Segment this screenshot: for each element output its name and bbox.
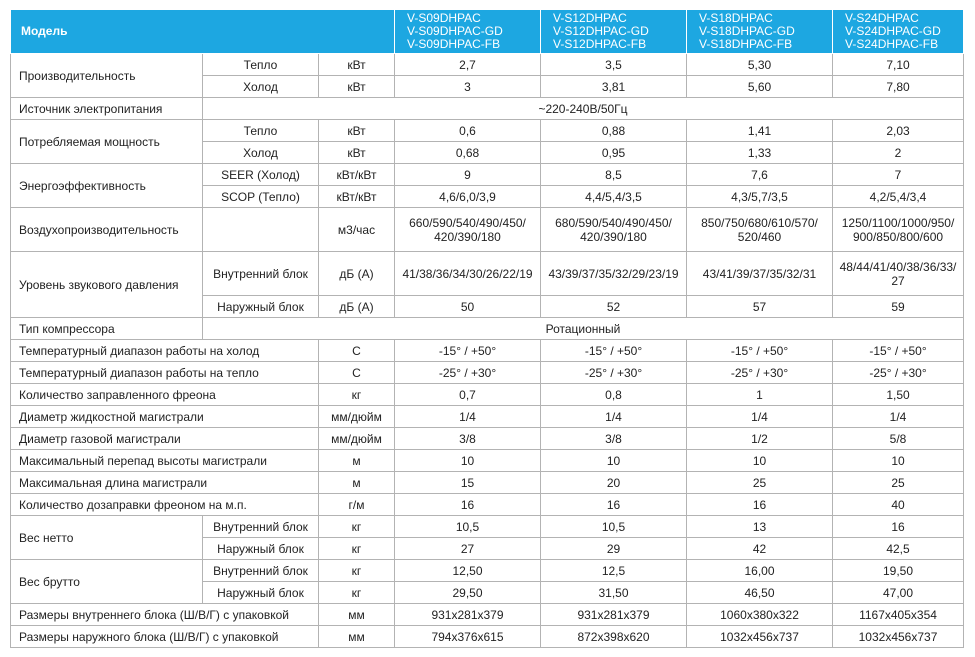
value-cell: 41/38/36/34/30/26/22/19 (395, 252, 541, 296)
table-row (11, 318, 964, 340)
spec-table (10, 9, 964, 648)
value-cell: 12,50 (395, 560, 541, 582)
param-label: Температурный диапазон работы на тепло (11, 362, 319, 384)
value-cell: 42,5 (833, 538, 964, 560)
sub-param-label: SEER (Холод) (203, 164, 319, 186)
unit-cell: кВт/кВт (319, 164, 395, 186)
table-row (11, 494, 964, 516)
value-cell: 1,33 (687, 142, 833, 164)
value-cell: 0,68 (395, 142, 541, 164)
value-cell: 1032x456x737 (687, 626, 833, 648)
value-cell: 43/41/39/37/35/32/31 (687, 252, 833, 296)
value-cell: 10 (687, 450, 833, 472)
value-cell: 1/4 (687, 406, 833, 428)
sub-param-label: Холод (203, 142, 319, 164)
unit-cell: дБ (А) (319, 296, 395, 318)
unit-cell: дБ (А) (319, 252, 395, 296)
merged-value: Ротационный (203, 318, 964, 340)
table-row (11, 516, 964, 538)
value-cell: 16 (395, 494, 541, 516)
value-cell: 1060x380x322 (687, 604, 833, 626)
table-row (11, 406, 964, 428)
param-label: Источник электропитания (11, 98, 203, 120)
value-cell: 10,5 (541, 516, 687, 538)
value-cell: 680/590/540/490/450/ 420/390/180 (541, 208, 687, 252)
value-cell: 3,81 (541, 76, 687, 98)
unit-cell: мм (319, 604, 395, 626)
value-cell: 4,4/5,4/3,5 (541, 186, 687, 208)
unit-cell: кВт/кВт (319, 186, 395, 208)
value-cell: 29,50 (395, 582, 541, 604)
value-cell: 16 (833, 516, 964, 538)
value-cell: 10,5 (395, 516, 541, 538)
unit-cell: г/м (319, 494, 395, 516)
value-cell: 5,60 (687, 76, 833, 98)
value-cell: 13 (687, 516, 833, 538)
unit-cell: кг (319, 516, 395, 538)
value-cell: 10 (395, 450, 541, 472)
model-name: V-S09DHPAC-GD (407, 24, 503, 38)
value-cell: 1032x456x737 (833, 626, 964, 648)
sub-param-label: Наружный блок (203, 582, 319, 604)
value-cell: 42 (687, 538, 833, 560)
param-label: Тип компрессора (11, 318, 203, 340)
param-label: Диаметр газовой магистрали (11, 428, 319, 450)
value-cell: 19,50 (833, 560, 964, 582)
value-cell: 1250/1100/1000/950/ 900/850/800/600 (833, 208, 964, 252)
sub-param-label: Тепло (203, 54, 319, 76)
unit-cell: мм/дюйм (319, 428, 395, 450)
value-cell: 50 (395, 296, 541, 318)
value-cell: 660/590/540/490/450/ 420/390/180 (395, 208, 541, 252)
value-cell: 1,41 (687, 120, 833, 142)
table-row (11, 98, 964, 120)
value-cell: 7 (833, 164, 964, 186)
table-row (11, 164, 964, 186)
merged-value: ~220-240В/50Гц (203, 98, 964, 120)
param-label: Максимальная длина магистрали (11, 472, 319, 494)
sub-param-label: Тепло (203, 120, 319, 142)
value-cell: 872x398x620 (541, 626, 687, 648)
value-cell: 7,80 (833, 76, 964, 98)
value-cell: 850/750/680/610/570/ 520/460 (687, 208, 833, 252)
value-cell: 52 (541, 296, 687, 318)
param-label: Максимальный перепад высоты магистрали (11, 450, 319, 472)
value-cell: 10 (541, 450, 687, 472)
sub-param-label (203, 208, 319, 252)
value-cell: 1/4 (541, 406, 687, 428)
table-row (11, 340, 964, 362)
value-cell: 9 (395, 164, 541, 186)
unit-cell: мм (319, 626, 395, 648)
model-name: V-S12DHPAC-GD (553, 24, 649, 38)
value-cell: 12,5 (541, 560, 687, 582)
unit-cell: кВт (319, 142, 395, 164)
value-cell: 931x281x379 (541, 604, 687, 626)
value-cell: 47,00 (833, 582, 964, 604)
table-row (11, 604, 964, 626)
table-row (11, 120, 964, 142)
model-name: V-S18DHPAC-GD (699, 24, 795, 38)
param-label: Размеры внутреннего блока (Ш/В/Г) с упаковкой (11, 604, 319, 626)
unit-cell: кВт (319, 76, 395, 98)
unit-cell: м (319, 450, 395, 472)
value-cell: 10 (833, 450, 964, 472)
header-row (11, 10, 964, 54)
unit-cell: кг (319, 582, 395, 604)
value-cell: 46,50 (687, 582, 833, 604)
param-label: Энергоэффективность (11, 164, 203, 208)
value-cell: 0,88 (541, 120, 687, 142)
value-cell: -15° / +50° (541, 340, 687, 362)
unit-cell: С (319, 362, 395, 384)
value-cell: 8,5 (541, 164, 687, 186)
value-cell: 4,6/6,0/3,9 (395, 186, 541, 208)
table-row (11, 384, 964, 406)
value-cell: 5/8 (833, 428, 964, 450)
table-row (11, 450, 964, 472)
unit-cell: кг (319, 384, 395, 406)
value-cell: 931x281x379 (395, 604, 541, 626)
param-label: Размеры наружного блока (Ш/В/Г) с упаковкой (11, 626, 319, 648)
unit-cell: С (319, 340, 395, 362)
table-row (11, 208, 964, 252)
value-cell: 794x376x615 (395, 626, 541, 648)
value-cell: 0,7 (395, 384, 541, 406)
model-header-cell (833, 10, 964, 54)
table-row (11, 626, 964, 648)
value-cell: 43/39/37/35/32/29/23/19 (541, 252, 687, 296)
param-label: Вес нетто (11, 516, 203, 560)
table-row (11, 472, 964, 494)
value-cell: 1/2 (687, 428, 833, 450)
value-cell: 40 (833, 494, 964, 516)
value-cell: -25° / +30° (833, 362, 964, 384)
value-cell: 7,6 (687, 164, 833, 186)
value-cell: 0,95 (541, 142, 687, 164)
sub-param-label: Внутренний блок (203, 516, 319, 538)
value-cell: 48/44/41/40/38/36/33/ 27 (833, 252, 964, 296)
param-label: Уровень звукового давления (11, 252, 203, 318)
model-header-cell (395, 10, 541, 54)
sub-param-label: Внутренний блок (203, 560, 319, 582)
value-cell: 4,2/5,4/3,4 (833, 186, 964, 208)
value-cell: 3/8 (541, 428, 687, 450)
value-cell: 2,7 (395, 54, 541, 76)
param-label: Количество дозаправки фреоном на м.п. (11, 494, 319, 516)
param-label: Температурный диапазон работы на холод (11, 340, 319, 362)
value-cell: 20 (541, 472, 687, 494)
value-cell: 25 (687, 472, 833, 494)
value-cell: 59 (833, 296, 964, 318)
value-cell: 3 (395, 76, 541, 98)
value-cell: 3,5 (541, 54, 687, 76)
value-cell: 57 (687, 296, 833, 318)
unit-cell: кВт (319, 54, 395, 76)
value-cell: 2,03 (833, 120, 964, 142)
sub-param-label: Холод (203, 76, 319, 98)
sub-param-label: Внутренний блок (203, 252, 319, 296)
table-row (11, 362, 964, 384)
value-cell: 1167x405x354 (833, 604, 964, 626)
value-cell: 29 (541, 538, 687, 560)
model-header-label: Модель (11, 10, 395, 54)
param-label: Вес брутто (11, 560, 203, 604)
value-cell: -15° / +50° (833, 340, 964, 362)
value-cell: 1,50 (833, 384, 964, 406)
model-name: V-S18DHPAC (699, 11, 773, 25)
sub-param-label: SCOP (Тепло) (203, 186, 319, 208)
unit-cell: кг (319, 560, 395, 582)
table-row (11, 428, 964, 450)
value-cell: 27 (395, 538, 541, 560)
unit-cell: кг (319, 538, 395, 560)
unit-cell: м3/час (319, 208, 395, 252)
param-label: Диаметр жидкостной магистрали (11, 406, 319, 428)
sub-param-label: Наружный блок (203, 538, 319, 560)
value-cell: 2 (833, 142, 964, 164)
value-cell: -25° / +30° (687, 362, 833, 384)
value-cell: 31,50 (541, 582, 687, 604)
param-label: Количество заправленного фреона (11, 384, 319, 406)
model-name: V-S24DHPAC-FB (845, 37, 939, 51)
param-label: Потребляемая мощность (11, 120, 203, 164)
param-label: Производительность (11, 54, 203, 98)
param-label: Воздухопроизводительность (11, 208, 203, 252)
value-cell: 1 (687, 384, 833, 406)
value-cell: 5,30 (687, 54, 833, 76)
value-cell: 4,3/5,7/3,5 (687, 186, 833, 208)
value-cell: 1/4 (395, 406, 541, 428)
model-name: V-S24DHPAC-GD (845, 24, 941, 38)
value-cell: 0,8 (541, 384, 687, 406)
value-cell: 15 (395, 472, 541, 494)
value-cell: -25° / +30° (395, 362, 541, 384)
model-name: V-S24DHPAC (845, 11, 919, 25)
model-name: V-S12DHPAC-FB (553, 37, 647, 51)
unit-cell: м (319, 472, 395, 494)
value-cell: 0,6 (395, 120, 541, 142)
model-name: V-S09DHPAC-FB (407, 37, 501, 51)
value-cell: 16 (541, 494, 687, 516)
table-row (11, 560, 964, 582)
unit-cell: мм/дюйм (319, 406, 395, 428)
model-header-cell (541, 10, 687, 54)
value-cell: 16 (687, 494, 833, 516)
model-name: V-S09DHPAC (407, 11, 481, 25)
table-row (11, 252, 964, 296)
model-name: V-S18DHPAC-FB (699, 37, 793, 51)
value-cell: 3/8 (395, 428, 541, 450)
table-row (11, 54, 964, 76)
unit-cell: кВт (319, 120, 395, 142)
value-cell: 25 (833, 472, 964, 494)
value-cell: 7,10 (833, 54, 964, 76)
value-cell: -15° / +50° (395, 340, 541, 362)
value-cell: -15° / +50° (687, 340, 833, 362)
sub-param-label: Наружный блок (203, 296, 319, 318)
model-header-cell (687, 10, 833, 54)
model-name: V-S12DHPAC (553, 11, 627, 25)
value-cell: -25° / +30° (541, 362, 687, 384)
value-cell: 16,00 (687, 560, 833, 582)
value-cell: 1/4 (833, 406, 964, 428)
